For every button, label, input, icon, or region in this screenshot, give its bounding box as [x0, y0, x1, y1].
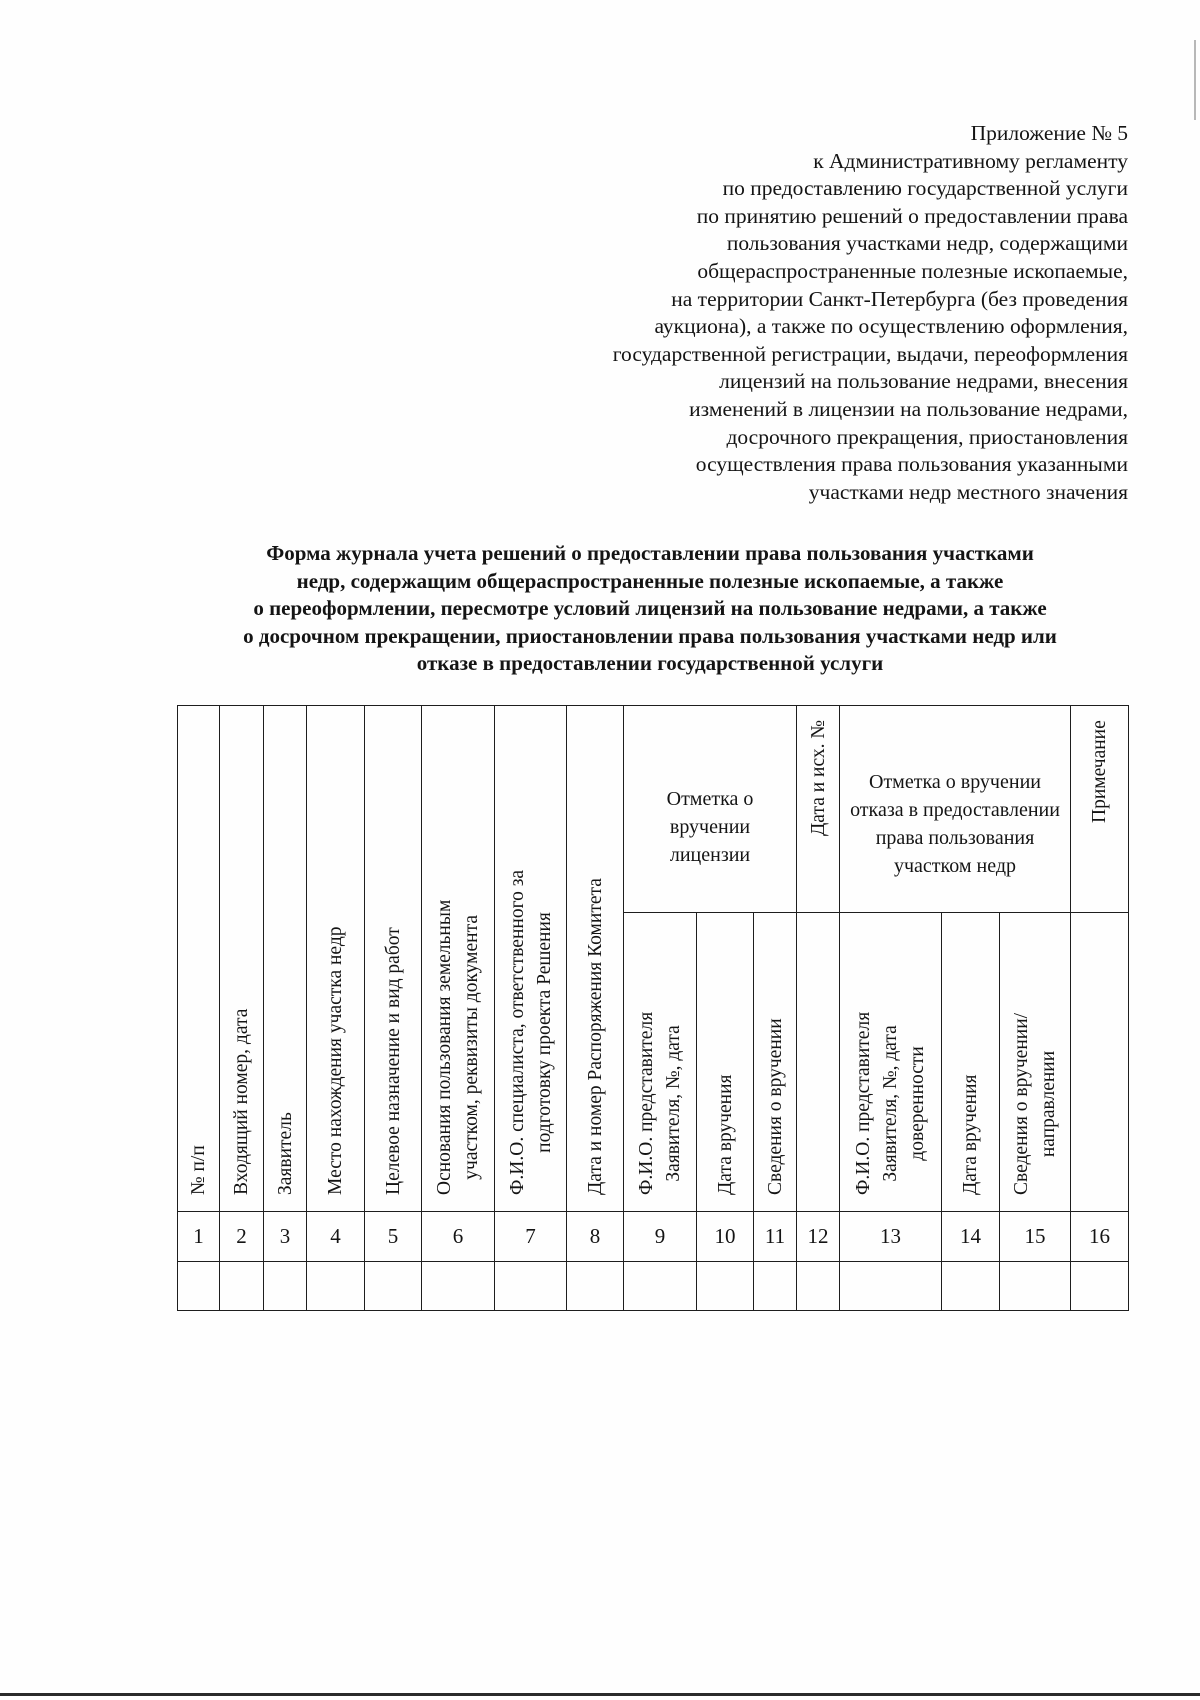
empty-entry-cell — [754, 1262, 797, 1311]
col-header-3 — [264, 706, 307, 1212]
column-header-text — [850, 1012, 931, 1195]
form-title-line: отказе в предоставлении государственной услуги — [416, 651, 884, 675]
sub-header-9 — [624, 913, 697, 1212]
empty-entry-cell — [697, 1262, 754, 1311]
appendix-line: пользования участками недр, содержащими — [726, 231, 1128, 256]
column-number-cell: 6 — [422, 1212, 495, 1262]
appendix-line: по предоставлению государственной услуги — [722, 176, 1128, 201]
appendix-line: досрочного прекращения, приостановления — [726, 424, 1128, 449]
column-header-line: Основания пользования земельным — [434, 899, 455, 1195]
empty-entry-cell — [178, 1262, 220, 1311]
column-header-line: Дата вручения — [960, 1074, 981, 1195]
empty-entry-cell — [942, 1262, 1000, 1311]
col-header-2 — [220, 706, 264, 1212]
column-header-text — [582, 878, 609, 1195]
column-header-text — [380, 927, 407, 1195]
col-header-7 — [495, 706, 567, 1212]
sub-header-13 — [840, 913, 942, 1212]
column-number-cell: 4 — [307, 1212, 365, 1262]
column-header-text — [1008, 1013, 1062, 1195]
column-header-text — [504, 870, 558, 1195]
sub-header-12-empty — [797, 913, 840, 1212]
column-header-line: Входящий номер, дата — [231, 1008, 252, 1195]
empty-entry-row — [178, 1262, 1129, 1311]
column-header-line: подготовку проекта Решения — [533, 912, 555, 1153]
appendix-line: общераспространенные полезные ископаемые, — [697, 258, 1128, 283]
column-number-cell: 5 — [365, 1212, 422, 1262]
column-number-cell: 8 — [567, 1212, 624, 1262]
sub-header-14 — [942, 913, 1000, 1212]
column-number-cell: 11 — [754, 1212, 797, 1262]
empty-entry-cell — [264, 1262, 307, 1311]
appendix-header — [488, 120, 1128, 506]
column-header-line: Место нахождения участка недр — [325, 926, 346, 1195]
column-header-text — [322, 927, 349, 1196]
group-label-refusal: Отметка о вручении отказа в предоставлении права пользования участком недр — [850, 771, 1060, 877]
form-title-line: о досрочном прекращении, приостановлении права пользования участками недр или — [243, 623, 1057, 648]
column-header-line: Дата вручения — [714, 1074, 736, 1195]
column-number-cell: 14 — [942, 1212, 1000, 1262]
column-header-text — [431, 900, 485, 1195]
empty-entry-cell — [797, 1262, 840, 1311]
empty-entry-cell — [365, 1262, 422, 1311]
form-title-line: Форма журнала учета решений о предоставлении права пользования участками — [266, 541, 1034, 565]
col-header-5 — [365, 706, 422, 1212]
column-header-text — [712, 1075, 739, 1196]
group-header-refusal — [840, 706, 1071, 913]
column-number-cell: 9 — [624, 1212, 697, 1262]
empty-entry-cell — [567, 1262, 624, 1311]
appendix-line: по принятию решений о предоставлении права — [696, 203, 1128, 228]
column-header-text — [633, 1012, 687, 1195]
column-number-cell: 10 — [697, 1212, 754, 1262]
column-header-line: Дата и исх. № — [807, 720, 829, 836]
column-header-line: Ф.И.О. представителя — [636, 1011, 657, 1195]
column-header-line: Заявителя, №, дата — [880, 1025, 901, 1182]
column-number-cell: 16 — [1071, 1212, 1129, 1262]
empty-entry-cell — [495, 1262, 567, 1311]
column-header-text — [805, 720, 832, 836]
appendix-line: государственной регистрации, выдачи, переоформления — [612, 341, 1128, 366]
column-number-cell: 12 — [797, 1212, 840, 1262]
column-header-line: Дата и номер Распоряжения Комитета — [584, 878, 606, 1195]
scan-edge-artifact — [1194, 40, 1196, 120]
appendix-line: Приложение № 5 — [970, 121, 1128, 145]
group-label-license: Отметка о вручении лицензии — [666, 788, 754, 866]
col-header-6 — [422, 706, 495, 1212]
column-number-cell: 15 — [1000, 1212, 1071, 1262]
appendix-line: изменений в лицензии на пользование недрами, — [689, 396, 1128, 421]
column-header-line: Сведения о вручении/ — [1011, 1012, 1032, 1195]
column-header-text — [762, 1018, 789, 1195]
column-header-line: Ф.И.О. представителя — [853, 1011, 874, 1195]
column-header-line: Примечание — [1089, 720, 1110, 823]
column-number-cell: 13 — [840, 1212, 942, 1262]
sub-header-10 — [697, 913, 754, 1212]
column-header-line: Целевое назначение и вид работ — [382, 927, 404, 1195]
col-header-16 — [1071, 706, 1129, 913]
appendix-line: участками недр местного значения — [808, 479, 1128, 504]
column-header-text — [272, 1112, 299, 1195]
sub-header-15 — [1000, 913, 1071, 1212]
empty-entry-cell — [624, 1262, 697, 1311]
empty-entry-cell — [1071, 1262, 1129, 1311]
appendix-line: на территории Санкт-Петербурга (без проведения — [671, 286, 1128, 311]
col-header-1 — [178, 706, 220, 1212]
column-header-line: Заявителя, №, дата — [663, 1025, 684, 1182]
column-header-line: доверенности — [907, 1046, 928, 1161]
column-header-line: Заявитель — [274, 1112, 296, 1195]
col-header-12 — [797, 706, 840, 913]
column-header-text — [957, 1075, 984, 1196]
scan-edge-artifact-bottom — [0, 1693, 1200, 1696]
column-number-cell: 2 — [220, 1212, 264, 1262]
column-header-line: Ф.И.О. специалиста, ответственного за — [506, 869, 528, 1195]
appendix-line: осуществления права пользования указанными — [695, 452, 1128, 477]
column-header-text — [185, 1145, 212, 1195]
form-title-line: недр, содержащим общераспространенные полезные ископаемые, а также — [296, 568, 1004, 593]
appendix-line: аукциона), а также по осуществлению оформления, — [654, 314, 1128, 339]
column-header-line: Сведения о вручении — [764, 1018, 786, 1195]
column-number-row — [178, 1212, 1129, 1262]
column-header-line: участком, реквизиты документа — [461, 914, 482, 1180]
column-number-cell: 3 — [264, 1212, 307, 1262]
journal-table — [177, 705, 1129, 1311]
empty-entry-cell — [422, 1262, 495, 1311]
appendix-line: лицензий на пользование недрами, внесения — [719, 369, 1128, 394]
col-header-8 — [567, 706, 624, 1212]
col-header-4 — [307, 706, 365, 1212]
form-title — [150, 540, 1150, 678]
appendix-line: к Административному регламенту — [813, 148, 1128, 173]
column-number-cell: 1 — [178, 1212, 220, 1262]
sub-header-11 — [754, 913, 797, 1212]
column-number-cell: 7 — [495, 1212, 567, 1262]
empty-entry-cell — [307, 1262, 365, 1311]
empty-entry-cell — [840, 1262, 942, 1311]
empty-entry-cell — [220, 1262, 264, 1311]
form-title-line: о переоформлении, пересмотре условий лицензий на пользование недрами, а также — [253, 596, 1047, 620]
column-header-line: направлении — [1038, 1050, 1059, 1158]
column-header-text — [1086, 720, 1113, 823]
column-header-line: № п/п — [188, 1145, 209, 1195]
empty-entry-cell — [1000, 1262, 1071, 1311]
sub-header-16-empty — [1071, 913, 1129, 1212]
group-header-license — [624, 706, 797, 913]
column-header-text — [228, 1009, 255, 1195]
